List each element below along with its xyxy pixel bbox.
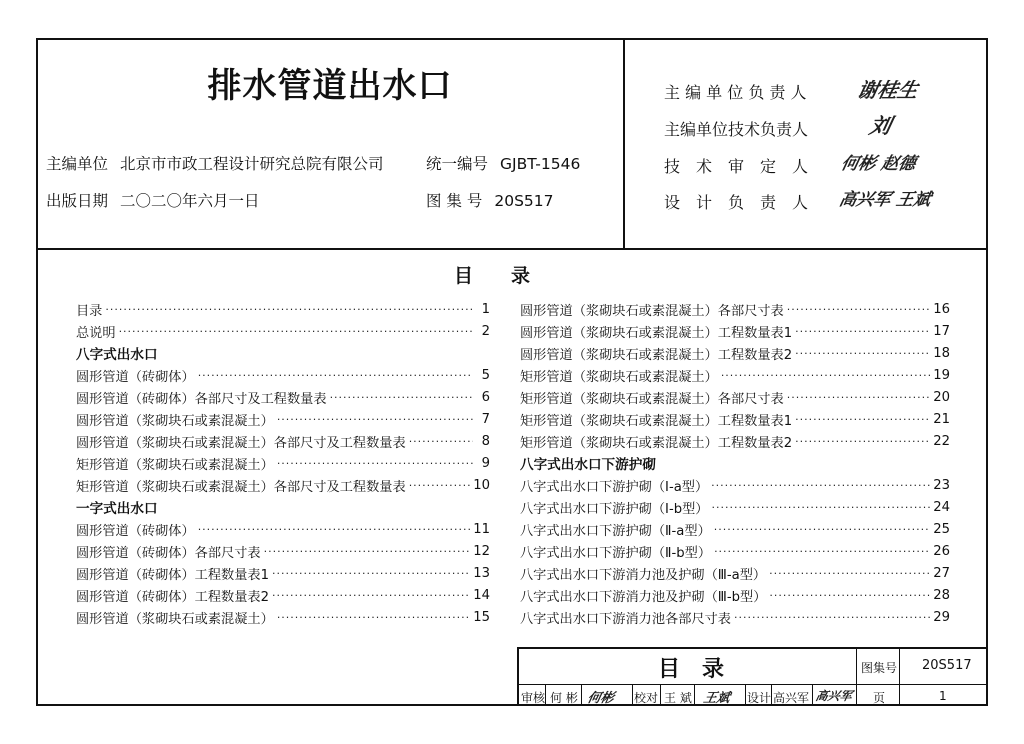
tb-divider [899, 684, 900, 706]
tb-divider [745, 684, 746, 706]
design-signature: 高兴军 [814, 689, 854, 703]
toc-section-downstream-protection: 八字式出水口下游护砌 [520, 457, 656, 473]
atlas-title: 排水管道出水口 [207, 66, 453, 106]
toc-entry[interactable]: 矩形管道（浆砌块石或素混凝土）工程数量表2 ····· 22 [520, 430, 950, 452]
design-lead-role: 设 计 负 责 人 [664, 193, 809, 212]
atlas-no-label-cell: 图集号 [861, 661, 898, 675]
toc-entry[interactable]: 圆形管道（砖砌体） ····· 11 [76, 518, 490, 540]
publish-date-value: 二〇二〇年六月一日 [120, 192, 260, 210]
header-divider [36, 248, 988, 250]
toc-heading: 目 录 [454, 265, 531, 287]
tb-divider [581, 684, 582, 706]
atlas-no-line [426, 189, 554, 211]
toc-entry[interactable]: 矩形管道（浆砌块石或素混凝土）工程数量表1 ····· 21 [520, 408, 950, 430]
toc-entry[interactable]: 圆形管道（浆砌块石或素混凝土）工程数量表2 ····· 18 [520, 342, 950, 364]
unified-no-value: GJBT-1546 [500, 155, 581, 173]
toc-right-column [520, 298, 950, 628]
review-label: 审核 [521, 691, 546, 705]
toc-entry[interactable]: 八字式出水口下游消力池及护砌（Ⅲ-b型） ····· 28 [520, 584, 950, 606]
toc-section-yizi-outlet: 一字式出水口 [76, 501, 158, 517]
tech-reviewer-role: 技 术 审 定 人 [664, 157, 809, 176]
publish-date-line [46, 189, 260, 211]
tb-divider [545, 684, 546, 706]
publish-date-label: 出版日期 [46, 192, 109, 210]
chief-tech-head-role: 主编单位技术负责人 [664, 120, 809, 139]
chief-unit-head-signature: 谢桂生 [855, 78, 921, 102]
toc-entry-general-notes[interactable]: 总说明 ····· 2 [76, 320, 490, 342]
chief-unit-head-role: 主 编 单 位 负 责 人 [664, 83, 807, 102]
chief-tech-head-signature: 刘 [867, 113, 894, 138]
toc-entry[interactable]: 圆形管道（浆砌块石或素混凝土）各部尺寸及工程数量表 ····· 8 [76, 430, 490, 452]
toc-entry[interactable]: 圆形管道（砖砌体）工程数量表1 ····· 13 [76, 562, 490, 584]
atlas-no-label: 图 集 号 [426, 192, 483, 210]
title-block-mid-line [517, 684, 988, 685]
design-name: 高兴军 [773, 691, 810, 705]
title-block-top-border [517, 647, 988, 649]
check-signature: 王斌 [701, 691, 732, 706]
page-value: 1 [939, 689, 947, 703]
toc-entry[interactable]: 八字式出水口下游护砌（Ⅰ-a型） ····· 23 [520, 474, 950, 496]
check-label: 校对 [634, 691, 659, 705]
design-label: 设计 [747, 691, 772, 705]
tb-divider [771, 684, 772, 706]
toc-entry[interactable]: 矩形管道（浆砌块石或素混凝土）各部尺寸及工程数量表 ····· 10 [76, 474, 490, 496]
toc-entry[interactable]: 圆形管道（砖砌体） ····· 5 [76, 364, 490, 386]
page-label: 页 [873, 691, 886, 705]
atlas-no-value: 20S517 [494, 192, 554, 210]
toc-entry[interactable]: 八字式出水口下游消力池及护砌（Ⅲ-a型） ····· 27 [520, 562, 950, 584]
toc-entry-contents[interactable]: 目录 ····· 1 [76, 298, 490, 320]
check-name: 王 斌 [664, 691, 692, 705]
toc-entry[interactable]: 圆形管道（砖砌体）工程数量表2 ····· 14 [76, 584, 490, 606]
design-lead-signature: 高兴军 王斌 [837, 190, 933, 210]
toc-entry[interactable]: 矩形管道（浆砌块石或素混凝土） ····· 9 [76, 452, 490, 474]
atlas-no-value-cell: 20S517 [922, 658, 972, 673]
unified-no-label: 统一编号 [426, 155, 489, 173]
chief-unit-value: 北京市市政工程设计研究总院有限公司 [120, 155, 384, 173]
toc-entry[interactable]: 圆形管道（浆砌块石或素混凝土） ····· 15 [76, 606, 490, 628]
title-block-atlas-divider [899, 647, 900, 685]
review-signature: 何彬 [585, 691, 616, 706]
toc-entry[interactable]: 圆形管道（砖砌体）各部尺寸及工程数量表 ····· 6 [76, 386, 490, 408]
toc-entry[interactable]: 八字式出水口下游护砌（Ⅰ-b型） ····· 24 [520, 496, 950, 518]
title-block-left-border [517, 647, 519, 706]
review-name: 何 彬 [550, 691, 578, 705]
chief-unit-label: 主编单位 [46, 155, 109, 173]
toc-entry[interactable]: 圆形管道（浆砌块石或素混凝土）各部尺寸表 ····· 16 [520, 298, 950, 320]
sheet-title: 目 录 [658, 657, 725, 682]
tb-divider [812, 684, 813, 706]
tb-divider [660, 684, 661, 706]
toc-entry[interactable]: 八字式出水口下游护砌（Ⅱ-b型） ····· 26 [520, 540, 950, 562]
toc-section-bazi-outlet: 八字式出水口 [76, 347, 158, 363]
title-block-col-divider [856, 647, 857, 706]
toc-entry[interactable]: 八字式出水口下游消力池各部尺寸表 ····· 29 [520, 606, 950, 628]
tb-divider [632, 684, 633, 706]
tech-reviewer-signature: 何彬 赵德 [839, 154, 918, 174]
tb-divider [694, 684, 695, 706]
toc-entry[interactable]: 八字式出水口下游护砌（Ⅱ-a型） ····· 25 [520, 518, 950, 540]
toc-entry[interactable]: 矩形管道（浆砌块石或素混凝土）各部尺寸表 ····· 20 [520, 386, 950, 408]
chief-unit-line [46, 152, 384, 174]
toc-entry[interactable]: 圆形管道（浆砌块石或素混凝土）工程数量表1 ····· 17 [520, 320, 950, 342]
toc-entry[interactable]: 圆形管道（砖砌体）各部尺寸表 ····· 12 [76, 540, 490, 562]
toc-left-column [76, 298, 490, 628]
toc-entry[interactable]: 矩形管道（浆砌块石或素混凝土） ····· 19 [520, 364, 950, 386]
unified-no-line [426, 152, 580, 174]
toc-entry[interactable]: 圆形管道（浆砌块石或素混凝土） ····· 7 [76, 408, 490, 430]
